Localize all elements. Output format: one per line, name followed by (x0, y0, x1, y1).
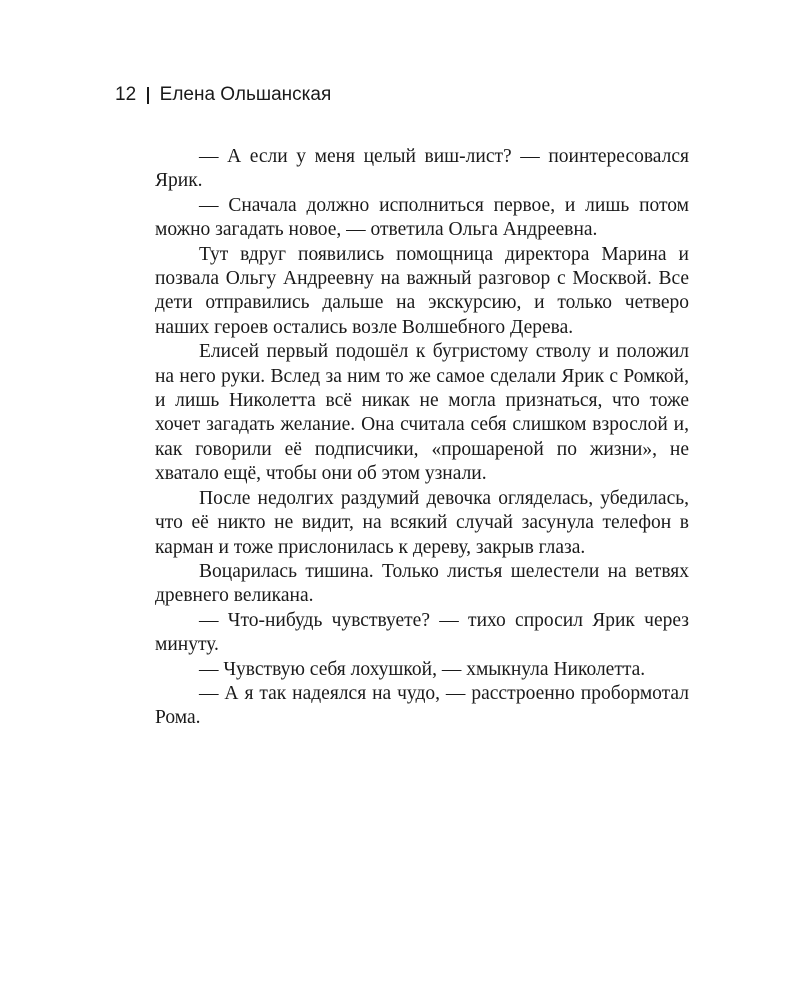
paragraph: После недолгих раздумий девочка огляделась, убедилась, что её никто не видит, на всякий случай засунула телефон в карман и тоже прислонилась к дереву, закрыв глаза. (155, 487, 689, 558)
paragraph: — Сначала должно исполниться первое, и лишь потом можно загадать новое, — ответила Ольга Андреевна. (155, 194, 689, 241)
paragraph: — Что-нибудь чувствуете? — тихо спросил Ярик через минуту. (155, 609, 689, 656)
paragraph: Елисей первый подошёл к бугристому стволу и положил на него руки. Вслед за ним то же самое сделали Ярик с Ромкой, и лишь Николетта всё никак не могла признаться, что тоже хочет загадать желание. Она считала себя слишком взрослой и, как говорили её подписчики, «прошареной по жизни», не хватало ещё, чтобы они об этом узнали. (155, 341, 689, 485)
paragraph: — А я так надеялся на чудо, — расстроенно пробормотал Рома. (155, 682, 689, 729)
page-number: 12 (115, 84, 137, 105)
paragraph: Воцарилась тишина. Только листья шелестели на ветвях древнего великана. (155, 560, 689, 607)
paragraph: — Чувствую себя лохушкой, — хмыкнула Николетта. (199, 658, 646, 680)
header-divider (147, 87, 149, 104)
body-text (155, 145, 689, 731)
paragraph: — А если у меня целый виш-лист? — поинтересовался Ярик. (155, 146, 689, 192)
running-header (115, 80, 331, 110)
author-name: Елена Ольшанская (159, 84, 332, 105)
paragraph: Тут вдруг появились помощница директора Марина и позвала Ольгу Андреевну на важный разговор с Москвой. Все дети отправились дальше на экскурсию, и только четверо наших героев остались возле Волшебного Дерева. (155, 243, 689, 338)
